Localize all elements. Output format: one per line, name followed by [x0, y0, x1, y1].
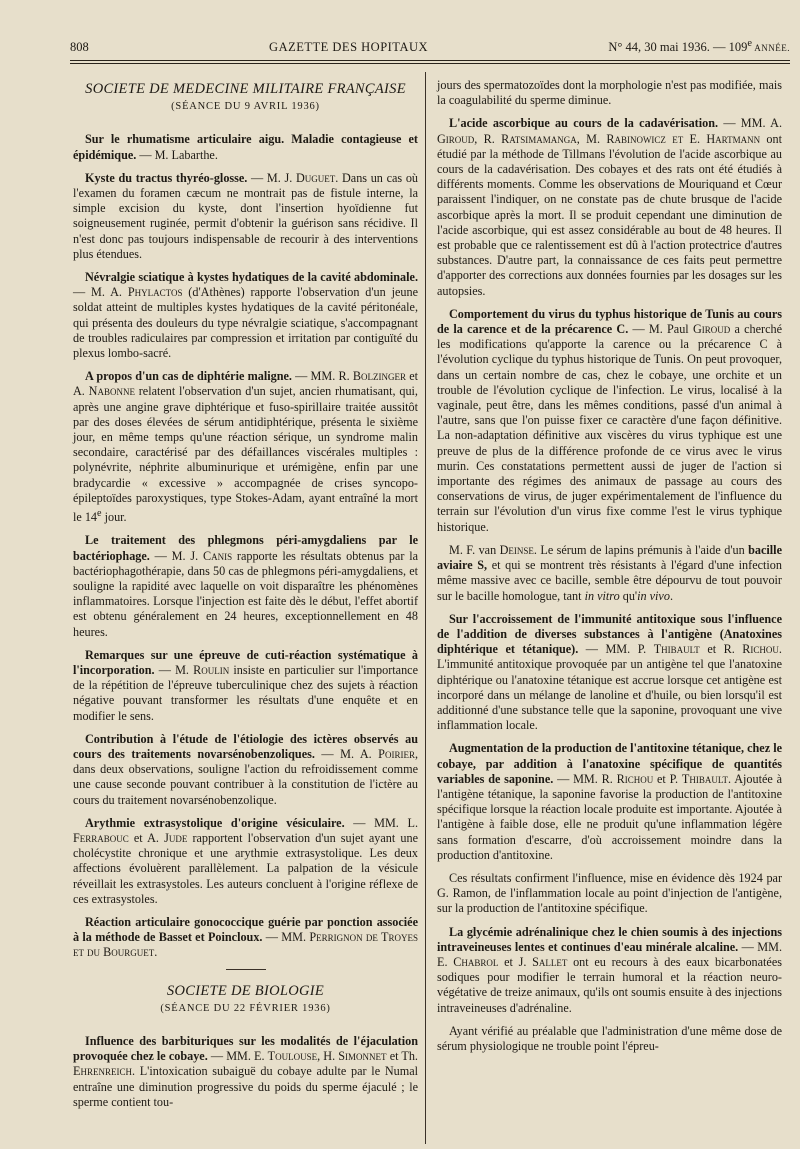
article-acide-ascorbique: L'acide ascorbique au cours de la cadavérisation. — MM. A. Giroud, R. Ratsimamanga, M. Rabinowicz et E. Hartmann ont étudié par la méthode de Tillmans l'évolution de l'acide ascorbique au cours de la cadavérisation. Des cobayes et des rats ont été étudiés à différents moments. Comme les observations de Mouriquand et Cœur paraissent l'indiquer, on ne constate pas de chute brusque de l'acide ascorbique après la mort. Il se produit cependant une diminution de l'acide ascorbique, qui est assez considérable au bout de 48 heures. Il est probable que ce ralentissement est dû à l'action protectrice d'autres substances. D'autre part, la connaissance de ces faits peut permettre d'apporter des corrections aux données fournies par les dosages sur les autopsies.	[437, 116, 782, 298]
article-barbituriques-continued: jours des spermatozoïdes dont la morphologie n'est pas modifiée, mais la coagulabilité du sperme diminue.	[437, 78, 782, 108]
running-title: GAZETTE DES HOPITAUX	[269, 40, 429, 55]
article-typhus-historique: Comportement du virus du typhus historique de Tunis au cours de la carence et de la précarence C. — M. Paul Giroud a cherché les modifications qu'apporte la carence ou la précarence C à l'évolution cyclique du typhus historique de Tunis. On peut provoquer, dans un certain nombre de cas, chez le cobaye, une orchite et un trouble de l'évolution cyclique de l'infection. Le virus, localisé à la vaginale, peut être, dans les mêmes conditions, passé d'un animal à l'autre, sans que l'on puisse fixer ce caractère d'une façon définitive. La non-adaptation définitive aux viscères du virus typhique est une preuve de plus de la différence profonde de ce virus avec le virus murin. Ces constatations permettent aussi de juger de l'action si importante des régimes des animaux de passage au cours des conservations de virus, de juger expérimentalement de l'influence du terrain sur l'évolution d'un virus fixe comme l'est le virus typhique historique.	[437, 306, 783, 534]
article-diphterie-maligne: A propos d'un cas de diphtérie maligne. — MM. R. Bolzinger et A. Nabonne relatent l'observation d'un sujet, ancien rhumatisant, qui, après une angine grave diphtérique et fuso-spirillaire traitée aussitôt par des doses élevées de sérum antidiphtérique, présenta le sixième jour, en même temps qu'une réaction sérique, un syndrome malin secondaire, caractérisé par des défaillances viscérales multiples : polynévrite, néphrite albuminurique et urémigène, enfin par une bradycardie « excessive » accompagnée de crises syncopo-épileptoïdes paroxystiques, type Stokes-Adam, ayant entraîné la mort le 14e jour.	[73, 369, 419, 525]
article-immunite-antitoxique: Sur l'accroissement de l'immunité antitoxique sous l'influence de l'addition de diverses substances à l'antigène (Anatoxines diphtérique et tétanique). — MM. P. Thibault et R. Richou. L'immunité antitoxique provoquée par un antigène tel que l'anatoxine diphtérique ou l'anatoxine tétanique est accrue lorsque cet antigène est incorporé dans un mélange de lanoline et d'huile, ou bien lorsqu'il est additionné d'une substance telle que la saponine, provoquant une vive inflammation locale.	[437, 611, 782, 733]
article-barbituriques-ejaculation: Influence des barbituriques sur les modalités de l'éjaculation provoquée chez le cobaye. — MM. E. Toulouse, H. Simonnet et Th. Ehrenreich. L'intoxication subaiguë du cobaye adulte par le Numal entraîne une diminution progressive du poids du sperme éjaculé ; le sperme contient tou-	[73, 1034, 418, 1109]
column-divider	[425, 72, 426, 1144]
section-seance-date-biologie: (SÉANCE DU 22 FÉVRIER 1936)	[160, 1002, 331, 1014]
article-antitoxine-tetanique-2: Ces résultats confirment l'influence, mise en évidence dès 1924 par G. Ramon, de l'inflammation locale au point d'injection de l'antigène, sur la production de l'antitoxine spécifique.	[437, 870, 782, 916]
issue-info: N° 44, 30 mai 1936. — 109e ANNÉE.	[608, 38, 790, 55]
left-column	[73, 78, 418, 1118]
article-nevralgie-sciatique: Névralgie sciatique à kystes hydatiques de la cavité abdominale. — M. A. Phylactos (d'Athènes) rapporte l'observation d'un jeune soldat atteint de multiples kystes hydatiques de la cavité péritonéale, qui présenta des douleurs du type névralgie sciatique, s'accompagnant de troubles radiculaires par compression et irritation par contiguïté du plexus lombo-sacré.	[73, 270, 418, 361]
section-separator	[226, 969, 266, 970]
article-icteres-novarsenobenzol: Contribution à l'étude de l'étiologie des ictères observés au cours des traitements novarsénobenzoliques. — M. A. Poirier, dans deux observations, souligne l'action du refroidissement comme une cause seconde pouvant contribuer à la constitution de l'ictère au cours du traitement novarsénobenzolique.	[73, 731, 418, 807]
page-header	[70, 38, 790, 55]
article-phlegmons-peri-amygdaliens: Le traitement des phlegmons péri-amygdaliens par le bactériophage. — M. J. Canis rapporte les résultats obtenus par la bactériophagothérapie, dans 50 cas de phlegmons péri-amygdaliens, et souligne la rapidité avec laquelle on voit disparaître les phénomènes inflammatoires. Lorsque l'injection est faite dès le début, l'effet abortif est obtenu généralement en 24 heures, exceptionnellement en 48 heures.	[73, 533, 418, 639]
header-rule-top	[70, 60, 790, 61]
article-rhumatisme: Sur le rhumatisme articulaire aigu. Maladie contagieuse et épidémique. — M. Labarthe.	[73, 132, 418, 162]
article-cuti-reaction: Remarques sur une épreuve de cuti-réaction systématique à l'incorporation. — M. Roulin insiste en particulier sur l'importance de la répétition de l'épreuve tuberculinique chez des sujets à réaction négative pouvant transformer les résultats d'une enquête et en modifier le sens.	[73, 647, 418, 723]
article-arythmie-extrasystolique: Arythmie extrasystolique d'origine vésiculaire. — MM. L. Ferrabouc et A. Jude rapportent l'observation d'un sujet ayant une cholécystite chronique et une arythmie extrasystolique. Les deux affections évoluèrent parallèlement. La palpation de la vésicule réveillait les extrasystoles. Les auteurs concluent à l'origine réflexe de ces extrasystoles.	[73, 815, 418, 906]
article-bacille-aviaire: M. F. van Deinse. Le sérum de lapins prémunis à l'aide d'un bacille aviaire S, et qui se montrent très résistants à l'égard d'une infection même massive avec ce bacille, semble être dépourvu de tout pouvoir sur le bacille homologue, tant in vitro qu'in vivo.	[437, 542, 782, 603]
article-antitoxine-tetanique: Augmentation de la production de l'antitoxine tétanique, chez le cobaye, par addition à l'anatoxine spécifique de quantités variables de saponine. — MM. R. Richou et P. Thibault. Ajoutée à l'antigène tétanique, la saponine favorise la production de l'antitoxine spécifique lorsque la réaction locale produite est importante. Ajoutée à l'antigène à faible dose, elle ne produit qu'une inflammation légère sans formation d'escarre, d'où accroissement moindre dans la production d'antitoxine.	[437, 741, 782, 862]
article-glycemie-adrenalinique-2: Ayant vérifié au préalable que l'administration d'une même dose de sérum physiologique ne trouble point l'épreu-	[437, 1023, 782, 1053]
section-heading-biologie: SOCIETE DE BIOLOGIE	[166, 982, 325, 999]
section-seance-date: (SÉANCE DU 9 AVRIL 1936)	[171, 101, 320, 113]
page-number: 808	[70, 40, 89, 55]
section-heading-medecine-militaire: SOCIETE DE MEDECINE MILITAIRE FRANÇAISE	[85, 81, 406, 97]
article-glycemie-adrenalinique: La glycémie adrénalinique chez le chien soumis à des injections intraveineuses lentes et continues d'eau minérale alcaline. — MM. E. Chabrol et J. Sallet ont eu recours à des eaux bicarbonatées sodiques pour modifier le terrain humoral et la réaction neuro-végétative de treize animaux, qu'ils ont soumis ensuite à des injections intraveineuses d'adrénaline.	[437, 924, 782, 1015]
article-kyste-thyreo-glosse: Kyste du tractus thyréo-glosse. — M. J. Duguet. Dans un cas où l'examen du foramen cæcum ne montrait pas de fistule interne, la simple excision du kyste, dont l'insertion hyoïdienne fut soigneusement ruginée, permit d'obtenir la guérison sans récidive. Il n'est donc pas toujours indispensable de recourir à des interventions plus étendues.	[73, 170, 419, 261]
article-reaction-gonococcique: Réaction articulaire gonococcique guérie par ponction associée à la méthode de Basset et Poincloux. — MM. Perrignon de Troyes et du Bourguet.	[73, 915, 418, 960]
header-rule-bottom	[70, 63, 790, 64]
right-column	[437, 78, 782, 1062]
